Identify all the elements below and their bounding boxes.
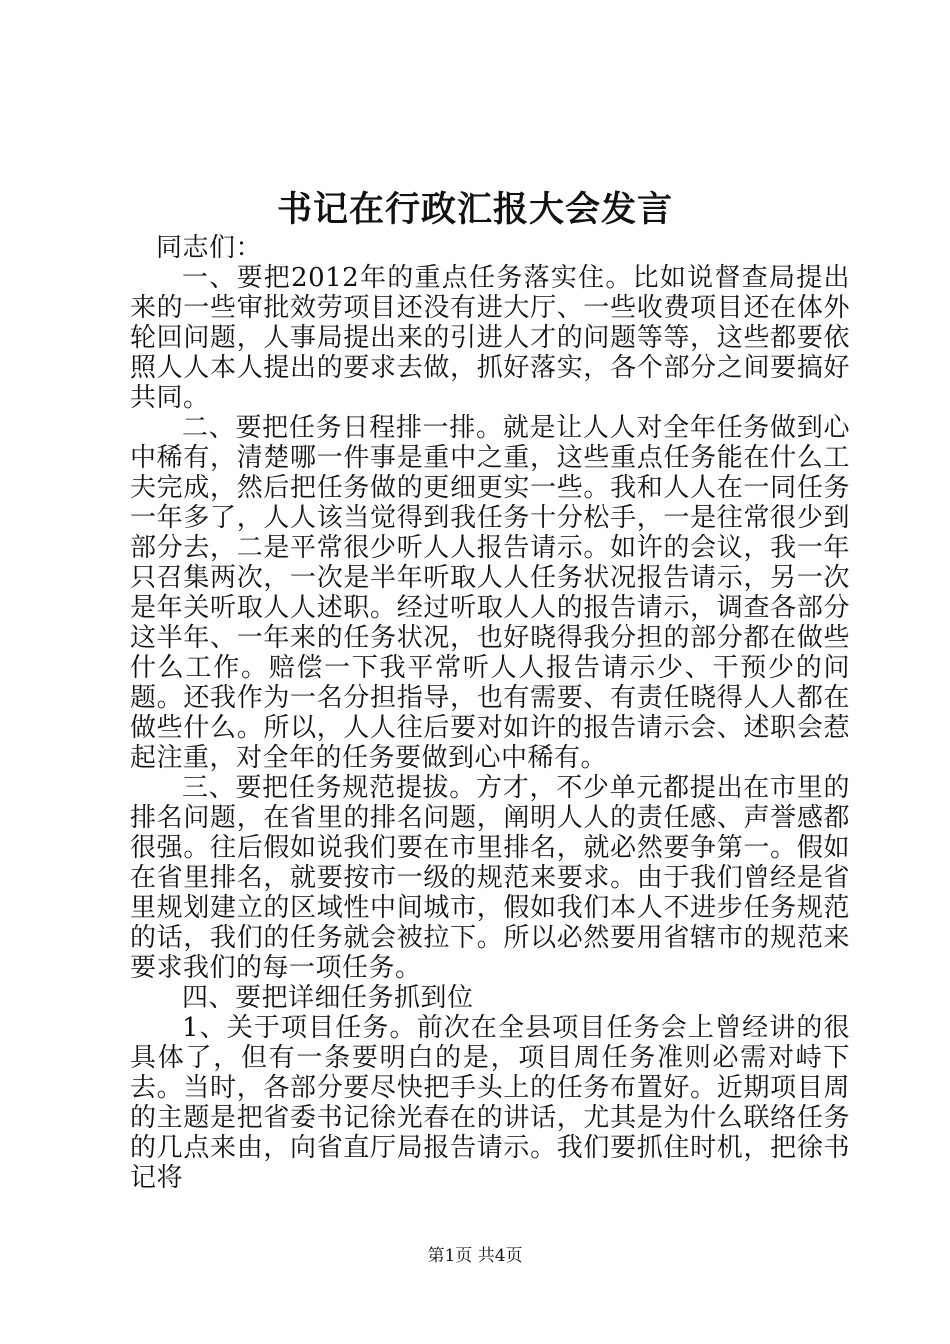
document-body (130, 233, 850, 1193)
salutation-paragraph: 同志们： (156, 233, 263, 263)
section-heading: 四、要把详细任务抓到位 (182, 983, 474, 1013)
document-title: 书记在行政汇报大会发言 (276, 189, 673, 230)
body-paragraph: 二、要把任务日程排一排。就是让人人对全年任务做到心中稀有，清楚哪一件事是重中之重，这些重点任务能在什么工夫完成，然后把任务做的更细更实一些。我和人人在一同任务一年多了，人人该当觉得到我任务十分松手，一是往常很少到部分去，二是平常很少听人人报告请示。如许的会议，我一年只召集两次，一次是半年听取人人任务状况报告请示，另一次是年关听取人人述职。经过听取人人的报告请示，调查各部分这半年、一年来的任务状况，也好晓得我分担的部分都在做些什么工作。赔偿一下我平常听人人报告请示少、干预少的问题。还我作为一名分担指导，也有需要、有责任晓得人人都在做些什么。所以，人人往后要对如许的报告请示会、述职会惹起注重，对全年的任务要做到心中稀有。 (130, 413, 850, 773)
body-paragraph: 1、关于项目任务。前次在全县项目任务会上曾经讲的很具体了，但有一条要明白的是，项目周任务准则必需对峙下去。当时，各部分要尽快把手头上的任务布置好。近期项目周的主题是把省委书记徐光春在的讲话，尤其是为什么联络任务的几点来由，向省直厅局报告请示。我们要抓住时机，把徐书记将 (130, 1013, 850, 1193)
body-paragraph: 三、要把任务规范提拔。方才，不少单元都提出在市里的排名问题，在省里的排名问题，阐明人人的责任感、声誉感都很强。往后假如说我们要在市里排名，就必然要争第一。假如在省里排名，就要按市一级的规范来要求。由于我们曾经是省里规划建立的区域性中间城市，假如我们本人不进步任务规范的话，我们的任务就会被拉下。所以必然要用省辖市的规范来要求我们的每一项任务。 (130, 773, 850, 983)
page-footer: 第1页 共4页 (427, 1246, 523, 1266)
body-paragraph: 一、要把2012年的重点任务落实住。比如说督查局提出来的一些审批效劳项目还没有进大厅、一些收费项目还在体外轮回问题，人事局提出来的引进人才的问题等等，这些都要依照人人本人提出的要求去做，抓好落实，各个部分之间要搞好共同。 (130, 263, 850, 413)
